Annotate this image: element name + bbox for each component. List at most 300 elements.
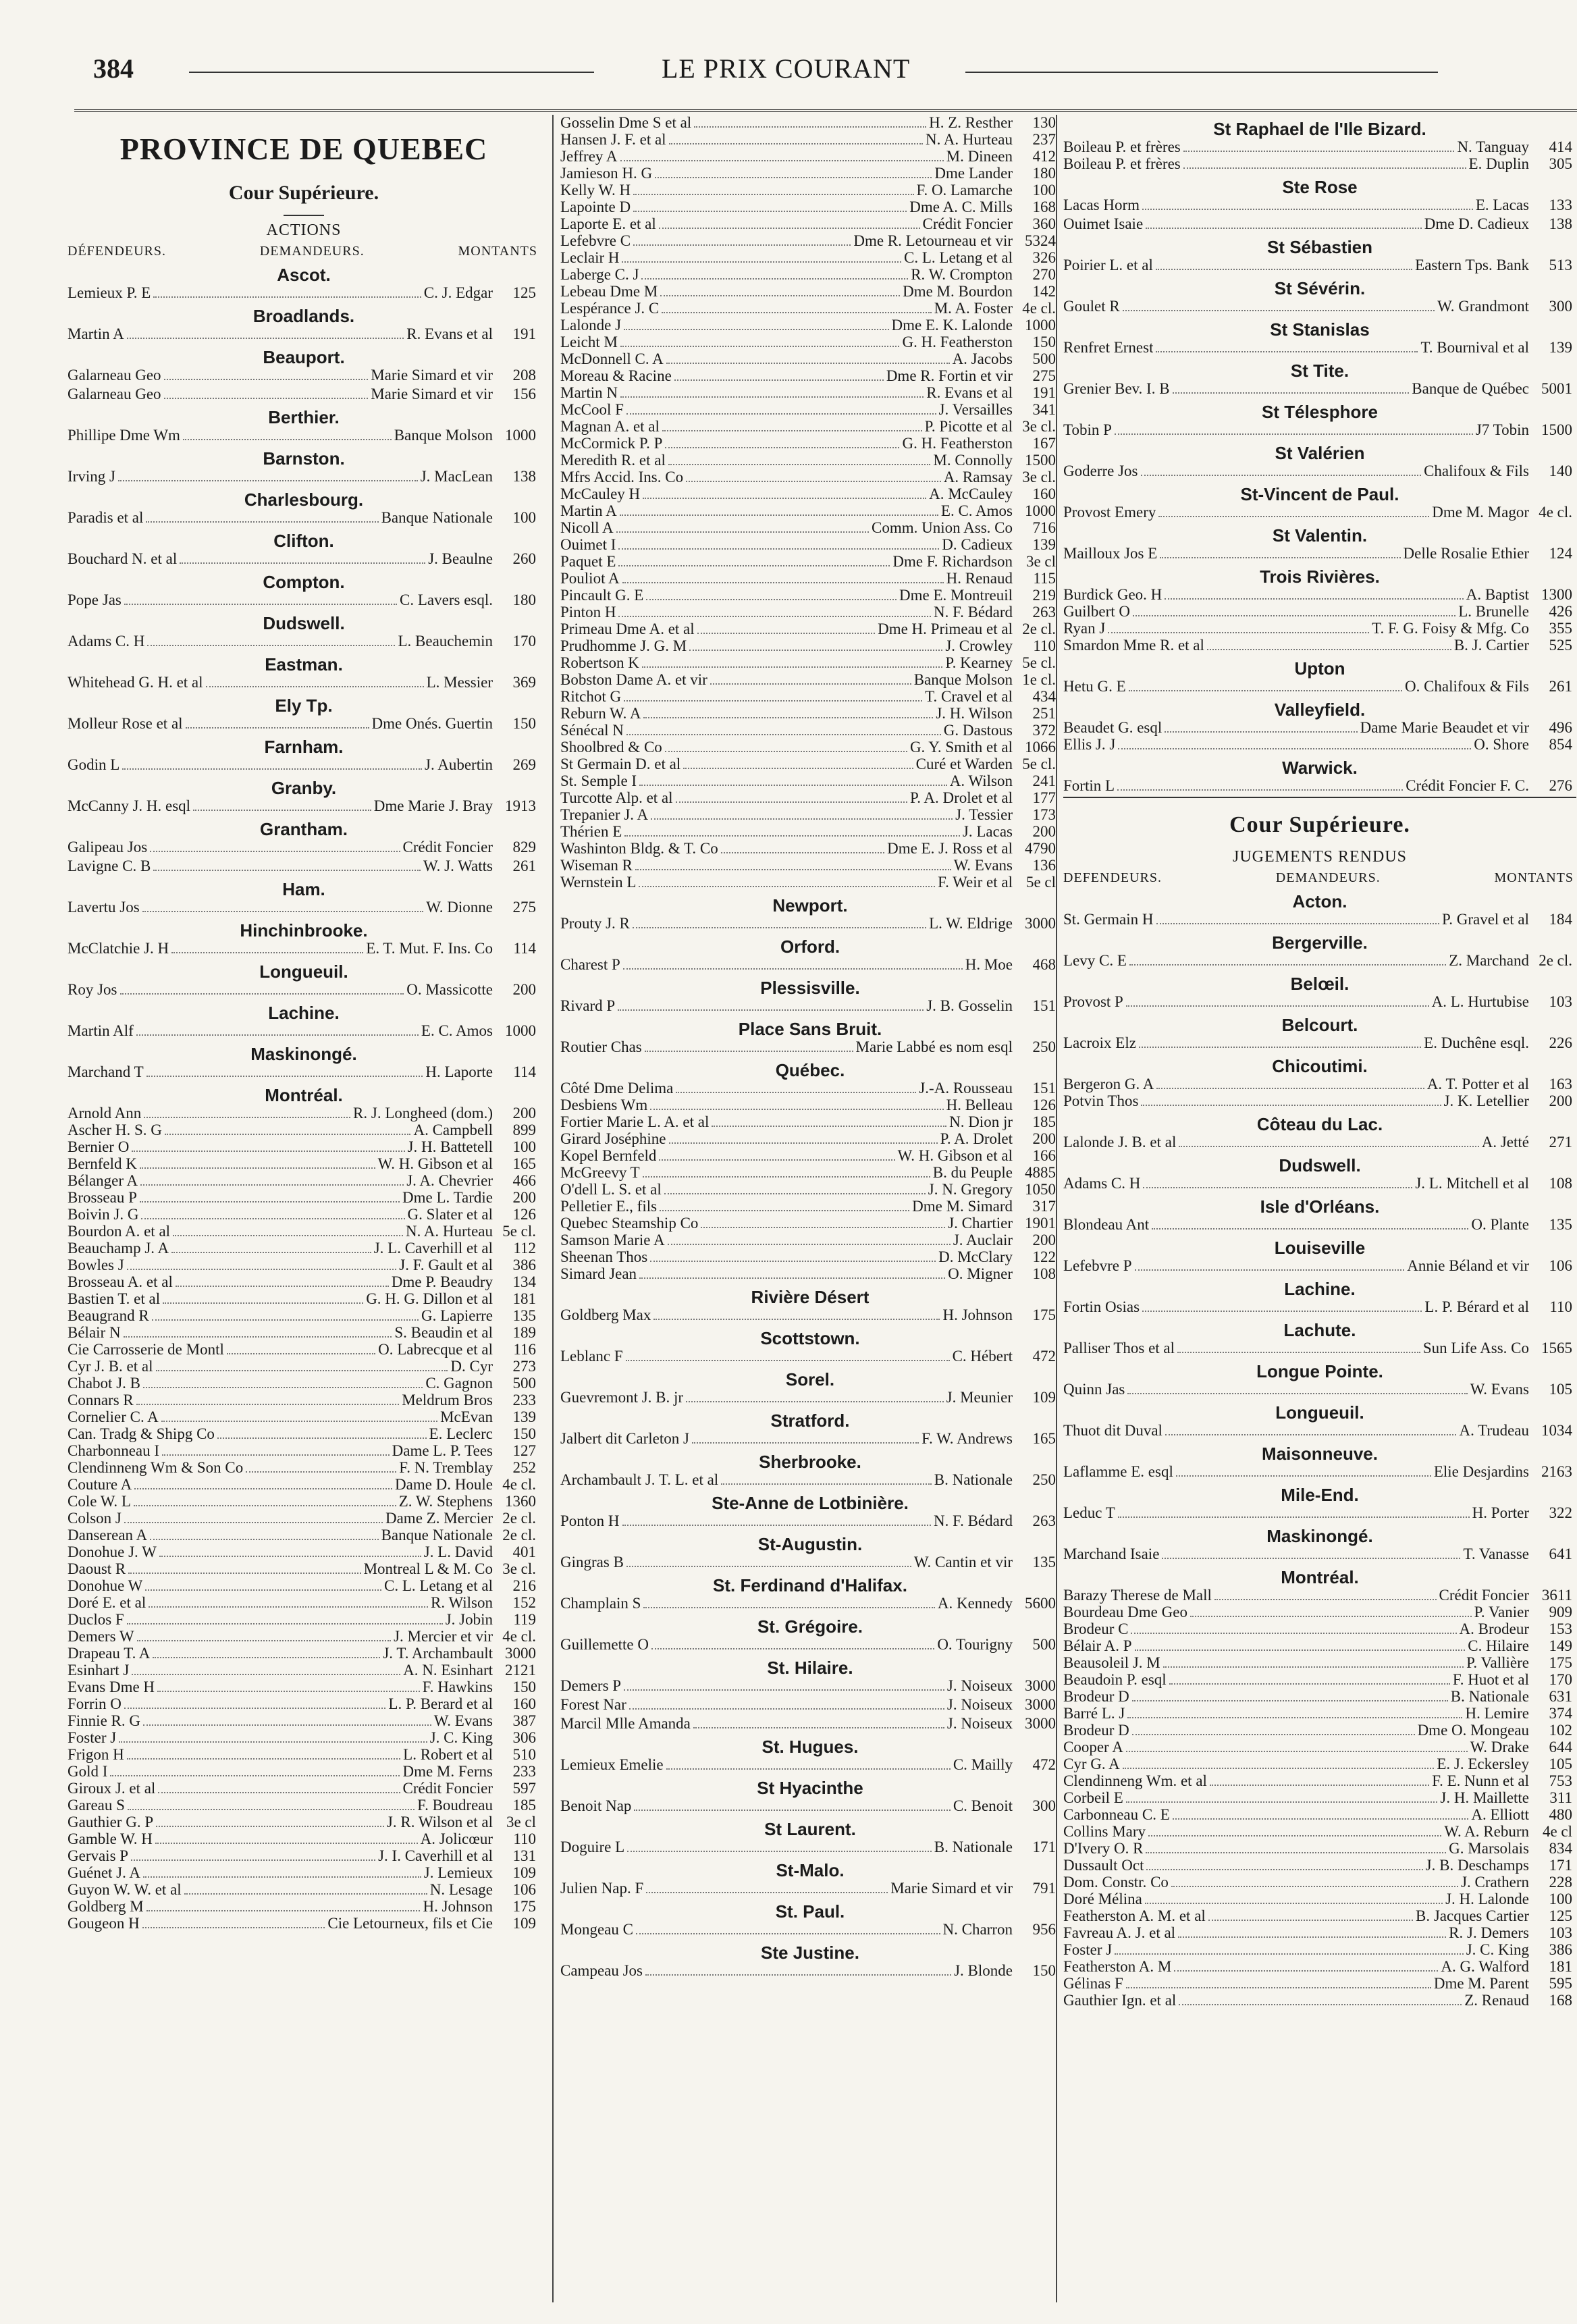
case-row <box>560 1880 1060 1897</box>
leader-dots <box>620 396 924 398</box>
defendant: Phillipe Dme Wm <box>68 427 180 444</box>
location-heading: St Laurent. <box>764 1819 856 1839</box>
defendant: Connars R <box>68 1392 134 1408</box>
case-row <box>1063 1807 1576 1824</box>
case-row <box>1063 737 1576 754</box>
case-row <box>68 592 540 609</box>
amount: 1565 <box>1541 1340 1572 1356</box>
amount: 109 <box>512 1864 536 1881</box>
case-row <box>68 1223 540 1240</box>
defendant: McDonnell C. A <box>560 351 664 367</box>
defendant: Côté Dme Delima <box>560 1080 674 1097</box>
amount: 496 <box>1549 719 1572 736</box>
plaintiff: G. Slater et al <box>407 1206 493 1223</box>
plaintiff: E. Leclerc <box>429 1425 493 1442</box>
defendant: Bernier O <box>68 1139 130 1155</box>
leader-dots <box>176 1286 389 1287</box>
case-row <box>68 1747 540 1764</box>
leader-dots <box>1163 1666 1464 1668</box>
amount: 116 <box>513 1341 536 1358</box>
plaintiff: Z. W. Stephens <box>398 1493 493 1510</box>
location-heading: Clifton. <box>273 531 334 551</box>
leader-dots <box>131 1859 375 1861</box>
amount: 160 <box>1032 485 1056 502</box>
plaintiff: J. Lacas <box>962 823 1013 840</box>
leader-dots <box>694 126 926 128</box>
amount: 300 <box>1549 298 1572 315</box>
defendant: Robertson K <box>560 655 639 671</box>
leader-dots <box>227 1353 375 1354</box>
leader-dots <box>660 295 900 296</box>
amount: 3e cl. <box>502 1560 536 1577</box>
case-row <box>1063 216 1576 233</box>
case-row <box>68 1814 540 1831</box>
leader-dots <box>665 751 907 752</box>
leader-dots <box>618 548 939 550</box>
case-row <box>68 1443 540 1460</box>
plaintiff: Z. Renaud <box>1464 1992 1529 2009</box>
case-row <box>560 689 1060 706</box>
leader-dots <box>659 228 920 229</box>
leader-dots <box>193 810 371 811</box>
case-row <box>560 621 1060 638</box>
leader-dots <box>1210 1785 1429 1786</box>
amount: 170 <box>1549 1671 1572 1688</box>
case-row <box>560 284 1060 300</box>
location-heading: Isle d'Orléans. <box>1260 1196 1380 1217</box>
amount: 173 <box>1032 806 1056 823</box>
leader-dots <box>1179 1146 1478 1147</box>
leader-dots <box>141 1218 404 1219</box>
case-row <box>560 1215 1060 1232</box>
leader-dots <box>156 1370 448 1371</box>
plaintiff: Banque Molson <box>913 671 1013 688</box>
leader-dots <box>124 604 397 605</box>
defendant: Pincault G. E <box>560 587 644 604</box>
leader-dots <box>1171 1886 1458 1887</box>
case-row <box>1063 1672 1576 1689</box>
amount: 355 <box>1549 620 1572 637</box>
plaintiff: P. Vallière <box>1466 1654 1529 1671</box>
case-row <box>560 149 1060 165</box>
case-row <box>560 1963 1060 1980</box>
amount: 185 <box>1032 1113 1056 1130</box>
defendant: Doguire L <box>560 1839 625 1855</box>
leader-dots <box>140 1201 400 1203</box>
defendant: Marchand Isaie <box>1063 1546 1160 1562</box>
defendant: Frigon H <box>68 1747 124 1763</box>
court-heading: Cour Supérieure. <box>228 182 379 204</box>
defendant: McClatchie J. H <box>68 941 169 957</box>
defendant: Potvin Thos <box>1063 1093 1139 1109</box>
amount: 216 <box>512 1577 536 1594</box>
province-heading: PROVINCE DE QUEBEC <box>119 132 488 166</box>
defendant: Bélair A. P <box>1063 1638 1132 1654</box>
plaintiff: G. H. Featherston <box>902 435 1013 452</box>
defendant: Provost Emery <box>1063 504 1156 521</box>
section-list <box>560 115 1060 1980</box>
plaintiff: P. Gravel et al <box>1441 911 1529 928</box>
leader-dots <box>697 633 875 634</box>
case-row <box>560 1348 1060 1365</box>
defendant: Gareau S <box>68 1797 125 1814</box>
leader-dots <box>1176 1475 1431 1477</box>
amount: 1913 <box>505 797 536 814</box>
case-row <box>1063 720 1576 737</box>
amount: 271 <box>1549 1134 1572 1151</box>
leader-dots <box>1160 557 1400 558</box>
amount: 100 <box>1032 182 1056 199</box>
defendant: Gélinas F <box>1063 1976 1123 1992</box>
leader-dots <box>1190 1616 1472 1617</box>
leader-dots <box>124 1708 386 1709</box>
defendant: Palliser Thos et al <box>1063 1340 1175 1356</box>
defendant: Forrin O <box>68 1696 122 1712</box>
defendant: Boileau P. et frères <box>1063 156 1181 172</box>
leader-dots <box>651 818 953 820</box>
location-heading: Ste Rose <box>1282 177 1358 197</box>
plaintiff: Chalifoux & Fils <box>1424 463 1529 479</box>
plaintiff: L. Robert et al <box>403 1746 493 1763</box>
location-heading: Lachute. <box>1283 1320 1356 1340</box>
defendant: Mfrs Accid. Ins. Co <box>560 469 684 485</box>
plaintiff: Banque Nationale <box>381 1527 493 1543</box>
amount: 126 <box>512 1206 536 1223</box>
defendant: Fortin Osias <box>1063 1299 1140 1315</box>
case-row <box>68 1831 540 1848</box>
plaintiff: C. L. Letang et al <box>384 1577 493 1594</box>
case-row <box>560 250 1060 267</box>
amount: 3000 <box>505 1645 536 1662</box>
defendant: Lacas Horm <box>1063 197 1140 213</box>
leader-dots <box>641 278 908 280</box>
plaintiff: R. Wilson <box>431 1594 493 1611</box>
leader-dots <box>626 413 936 415</box>
amount: 305 <box>1549 155 1572 172</box>
leader-dots <box>1132 1700 1448 1701</box>
leader-dots <box>650 1261 936 1262</box>
plaintiff: M. Connolly <box>933 452 1013 469</box>
defendant: Jalbert dit Carleton J <box>560 1431 689 1447</box>
leader-dots <box>645 1051 853 1052</box>
case-row <box>1063 1874 1576 1891</box>
defendant: Bastien T. et al <box>68 1291 161 1307</box>
plaintiff: J. H. Wilson <box>936 705 1013 722</box>
leader-dots <box>1156 1088 1424 1089</box>
case-row <box>1063 1638 1576 1655</box>
amount: 200 <box>1032 1232 1056 1248</box>
defendant: Evans Dme H <box>68 1679 155 1695</box>
amount: 791 <box>1032 1880 1056 1897</box>
amount: 829 <box>512 839 536 855</box>
amount: 387 <box>512 1712 536 1729</box>
plaintiff: J. B. Gosselin <box>926 997 1013 1014</box>
plaintiff: B. Jacques Cartier <box>1416 1907 1529 1924</box>
amount: 100 <box>1549 1891 1572 1907</box>
plaintiff: A. Jacobs <box>952 350 1013 367</box>
amount: 175 <box>1549 1654 1572 1671</box>
amount: 114 <box>513 1063 536 1080</box>
amount: 233 <box>512 1763 536 1780</box>
defendant: Leclair H <box>560 250 620 266</box>
plaintiff: R. J. Longheed (dom.) <box>353 1105 493 1121</box>
plaintiff: Dme Lander <box>934 165 1013 182</box>
defendant: Cole W. L <box>68 1494 131 1510</box>
amount: 168 <box>1549 1992 1572 2009</box>
case-row <box>1063 1908 1576 1925</box>
location-heading: St Sébastien <box>1266 237 1373 257</box>
amount: 136 <box>1032 857 1056 874</box>
leader-dots <box>1129 690 1402 691</box>
location-heading: Lachine. <box>1284 1279 1356 1299</box>
amount: 170 <box>512 633 536 650</box>
case-row <box>560 587 1060 604</box>
case-row <box>68 1696 540 1713</box>
case-row <box>68 1477 540 1494</box>
defendant: Bélair N <box>68 1325 121 1341</box>
amount: 434 <box>1032 688 1056 705</box>
location-heading: St Hyacinthe <box>757 1778 863 1798</box>
plaintiff: J. T. Archambault <box>383 1645 493 1662</box>
location-heading: Montréal. <box>1281 1567 1359 1587</box>
amount: 261 <box>512 857 536 874</box>
leader-dots <box>163 1302 363 1304</box>
defendant: Fortier Marie L. A. et al <box>560 1114 710 1130</box>
plaintiff: J. Mercier et vir <box>394 1628 493 1645</box>
amount: 251 <box>1032 705 1056 722</box>
defendant: Lapointe D <box>560 199 631 215</box>
location-heading: Ely Tp. <box>275 695 333 716</box>
leader-dots <box>1142 1311 1422 1312</box>
location-heading: Ascot. <box>277 265 331 285</box>
leader-dots <box>1152 1228 1468 1230</box>
amount: 125 <box>512 284 536 301</box>
plaintiff: J. C. King <box>1466 1941 1529 1958</box>
leader-dots <box>110 1775 400 1776</box>
plaintiff: Marie Simard et vir <box>371 386 493 402</box>
case-row <box>1063 1824 1576 1841</box>
case-row <box>1063 1621 1576 1638</box>
leader-dots <box>1117 789 1403 791</box>
amount: 595 <box>1549 1975 1572 1992</box>
defendant: Trepanier J. A <box>560 807 649 823</box>
leader-dots <box>153 296 421 298</box>
case-row <box>560 368 1060 385</box>
amount: 237 <box>1032 131 1056 148</box>
case-row <box>1063 1587 1576 1604</box>
amount: 360 <box>1032 215 1056 232</box>
location-heading: Scottstown. <box>760 1328 860 1348</box>
plaintiff: P. Kearney <box>945 654 1013 671</box>
case-row <box>560 957 1060 974</box>
plaintiff: W. J. Watts <box>423 857 493 874</box>
plaintiff: A. Kennedy <box>937 1595 1013 1612</box>
case-row <box>1063 1423 1576 1440</box>
plaintiff: Annie Béland et vir <box>1407 1257 1529 1274</box>
case-row <box>68 285 540 302</box>
case-row <box>560 1131 1060 1148</box>
defendant: Mongeau C <box>560 1922 633 1938</box>
amount: 276 <box>1549 777 1572 794</box>
location-heading: Broadlands. <box>252 306 355 326</box>
defendant: Martin Alf <box>68 1023 134 1039</box>
amount: 4e cl. <box>502 1476 536 1493</box>
amount: 115 <box>1033 570 1056 587</box>
amount: 151 <box>1032 1080 1056 1097</box>
defendant: Gauthier Ign. et al <box>1063 1992 1177 2009</box>
leader-dots <box>186 727 369 729</box>
amount: 105 <box>1549 1755 1572 1772</box>
case-row <box>68 716 540 733</box>
amount: 472 <box>1032 1756 1056 1773</box>
plaintiff: A. L. Hurtubise <box>1431 993 1529 1010</box>
defendant: Paradis et al <box>68 510 144 526</box>
case-row <box>68 1544 540 1561</box>
case-row <box>68 1257 540 1274</box>
case-row <box>560 1513 1060 1530</box>
case-row <box>1063 679 1576 695</box>
case-row <box>560 1595 1060 1612</box>
defendant: Cyr J. B. et al <box>68 1358 153 1375</box>
amount: 273 <box>512 1358 536 1375</box>
case-row <box>560 1922 1060 1938</box>
amount: 5324 <box>1025 232 1056 249</box>
leader-dots <box>159 1556 421 1557</box>
plaintiff: B. Nationale <box>934 1839 1013 1855</box>
plaintiff: J. Noiseux <box>946 1696 1013 1713</box>
plaintiff: Dme A. C. Mills <box>909 199 1013 215</box>
leader-dots <box>669 1142 938 1144</box>
case-row <box>560 216 1060 233</box>
plaintiff: W. Dionne <box>426 899 493 916</box>
defendant: Quinn Jas <box>1063 1381 1125 1398</box>
defendant: Barré L. J <box>1063 1706 1125 1722</box>
leader-dots <box>1132 1734 1415 1735</box>
case-row <box>560 722 1060 739</box>
case-row <box>1063 1217 1576 1234</box>
defendant: Lacroix Elz <box>1063 1035 1136 1051</box>
amount: 5001 <box>1541 380 1572 397</box>
leader-dots <box>1162 1558 1460 1559</box>
defendant: Godin L <box>68 757 120 773</box>
location-heading: Sherbrooke. <box>759 1452 861 1472</box>
amount: 500 <box>1032 1636 1056 1653</box>
leader-dots <box>666 363 950 364</box>
defendant: Boileau P. et frères <box>1063 139 1181 155</box>
amount: 275 <box>512 899 536 916</box>
case-row <box>68 1308 540 1325</box>
case-row <box>560 824 1060 841</box>
amount: 200 <box>1549 1092 1572 1109</box>
case-row <box>1063 620 1576 637</box>
location-heading: Plessisville. <box>760 978 860 998</box>
plaintiff: R. J. Demers <box>1449 1924 1529 1941</box>
plaintiff: R. Evans et al <box>926 384 1013 401</box>
defendant: Benoit Nap <box>560 1798 632 1814</box>
plaintiff: A. McCauley <box>929 485 1013 502</box>
case-row <box>560 1798 1060 1815</box>
defendant: Gamble W. H <box>68 1831 153 1847</box>
case-row <box>1063 1706 1576 1722</box>
defendant: Leicht M <box>560 334 618 350</box>
case-row <box>68 1662 540 1679</box>
amount: 153 <box>1549 1620 1572 1637</box>
leader-dots <box>143 1876 421 1878</box>
case-row <box>560 1716 1060 1733</box>
leader-dots <box>1214 1599 1437 1600</box>
defendant: Can. Tradg & Shipg Co <box>68 1426 215 1442</box>
defendant: Chabot J. B <box>68 1375 140 1392</box>
amount: 3000 <box>1025 1715 1056 1732</box>
defendant: Cooper A <box>1063 1739 1123 1755</box>
amount: 163 <box>1549 1076 1572 1092</box>
leader-dots <box>1118 748 1471 749</box>
amount: 4e cl. <box>1022 300 1056 317</box>
leader-dots <box>1131 1633 1456 1634</box>
amount: 150 <box>512 715 536 732</box>
amount: 263 <box>1032 604 1056 620</box>
defendant: Guilbert O <box>1063 604 1131 620</box>
defendant: O'dell L. S. et al <box>560 1182 662 1198</box>
plaintiff: J. N. Gregory <box>928 1181 1013 1198</box>
amount: 106 <box>512 1881 536 1898</box>
defendant: Clendinneng Wm & Son Co <box>68 1460 244 1476</box>
amount: 372 <box>1032 722 1056 739</box>
case-row <box>560 807 1060 824</box>
amount: 374 <box>1549 1705 1572 1722</box>
amount: 150 <box>1032 334 1056 350</box>
amount: 139 <box>1549 339 1572 356</box>
leader-dots <box>1123 1768 1435 1769</box>
defendant: Wernstein L <box>560 874 637 891</box>
plaintiff: T. Vanasse <box>1463 1546 1529 1562</box>
case-row <box>68 1730 540 1747</box>
defendant: Blondeau Ant <box>1063 1217 1150 1233</box>
leader-dots <box>1183 151 1455 152</box>
case-row <box>560 1757 1060 1774</box>
leader-dots <box>1174 1970 1438 1972</box>
leader-dots <box>659 1159 894 1161</box>
case-row <box>68 941 540 957</box>
plaintiff: J. R. Wilson et al <box>386 1814 493 1830</box>
amount: 468 <box>1032 956 1056 973</box>
location-heading: St Télesphore <box>1262 402 1378 422</box>
location-heading: Ste-Anne de Lotbinière. <box>712 1493 909 1513</box>
defendant: Magnan A. et al <box>560 419 660 435</box>
leader-dots <box>161 1421 437 1422</box>
location-heading: Barnston. <box>263 448 345 469</box>
amount: 1034 <box>1541 1422 1572 1439</box>
case-row <box>560 1266 1060 1283</box>
plaintiff: Dme R. Letourneau et vir <box>853 232 1013 249</box>
plaintiff: A. Baptist <box>1466 586 1529 603</box>
defendant: Featherston A. M. et al <box>1063 1908 1206 1924</box>
case-row <box>560 916 1060 932</box>
defendant: St. Germain H <box>1063 912 1154 928</box>
leader-dots <box>692 1442 919 1444</box>
plaintiff: Marie Labbé es nom esql <box>855 1038 1013 1055</box>
defendant: Lemieux Emelie <box>560 1757 664 1773</box>
defendant: Poirier L. et al <box>1063 257 1153 273</box>
leader-dots <box>217 1437 427 1439</box>
plaintiff: H. Z. Resther <box>929 115 1013 131</box>
amount: 3e cl. <box>1022 418 1056 435</box>
plaintiff: J. Aubertin <box>425 756 493 773</box>
case-row <box>560 1148 1060 1165</box>
amount: 1000 <box>1025 317 1056 334</box>
defendant: Lefebvre C <box>560 233 631 249</box>
case-row <box>68 1764 540 1780</box>
